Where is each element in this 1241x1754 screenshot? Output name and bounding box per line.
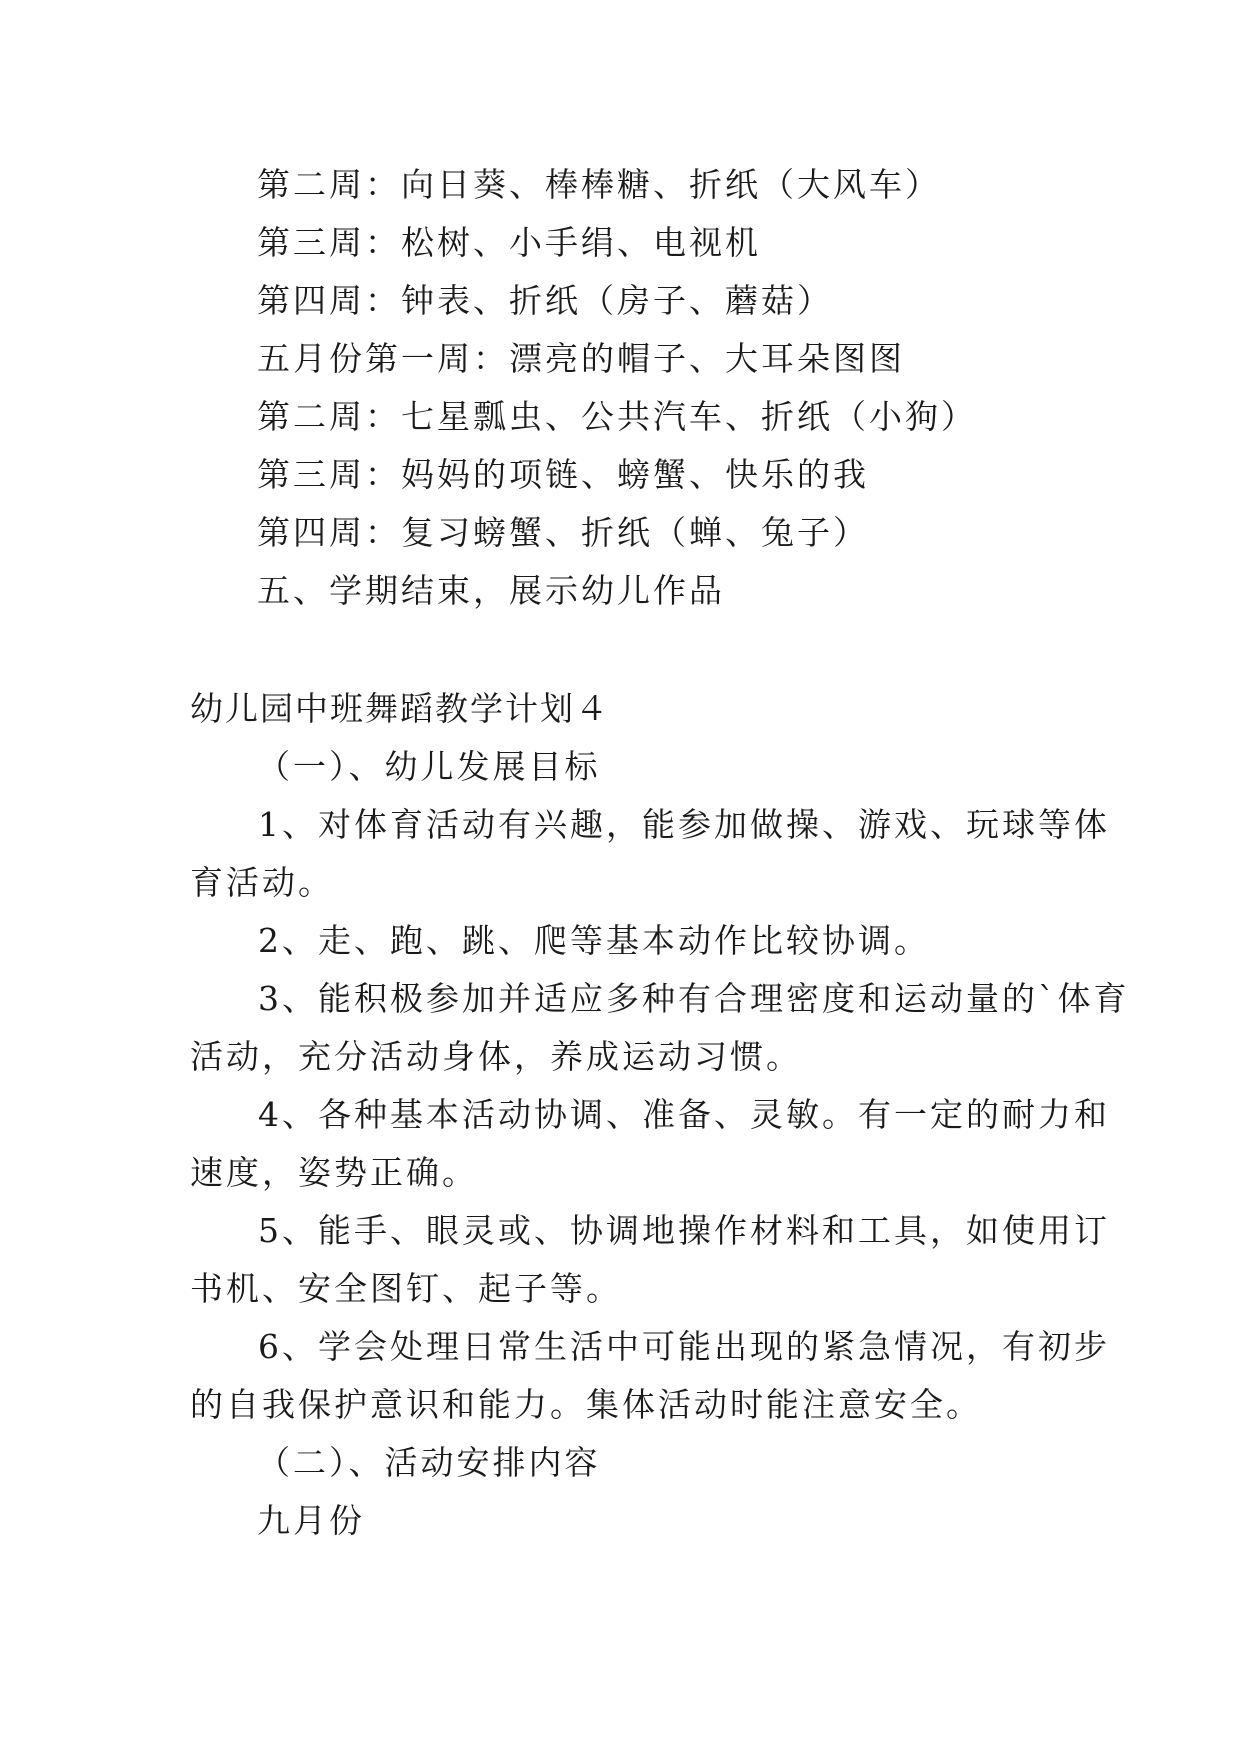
- goal-first-line: 4、各种基本活动协调、准备、灵敏。有一定的耐力和: [258, 1095, 1110, 1134]
- goal-continuation: 育活动。: [190, 863, 334, 902]
- schedule-line: 第四周：钟表、折纸（房子、蘑菇）: [257, 281, 833, 320]
- goal-continuation: 书机、安全图钉、起子等。: [190, 1269, 622, 1308]
- schedule-line: 第二周：七星瓢虫、公共汽车、折纸（小狗）: [257, 397, 977, 436]
- goal-paragraph: [190, 805, 1110, 903]
- goal-first-line: 2、走、跑、跳、爬等基本动作比较协调。: [258, 921, 930, 960]
- schedule-line: 第二周：向日葵、棒棒糖、折纸（大风车）: [257, 165, 941, 204]
- schedule-line: 五、学期结束，展示幼儿作品: [257, 571, 725, 610]
- schedule-line: 第三周：松树、小手绢、电视机: [257, 223, 761, 262]
- subheading-goals: （一）、幼儿发展目标: [257, 747, 601, 786]
- schedule-line: 第四周：复习螃蟹、折纸（蝉、兔子）: [257, 513, 869, 552]
- subheading-activities: （二）、活动安排内容: [257, 1443, 601, 1482]
- goal-continuation: 活动，充分活动身体，养成运动习惯。: [190, 1037, 802, 1076]
- goal-first-line: 6、学会处理日常生活中可能出现的紧急情况，有初步: [258, 1327, 1110, 1366]
- goal-paragraph: [190, 1095, 1110, 1193]
- schedule-line: 第三周：妈妈的项链、螃蟹、快乐的我: [257, 455, 869, 494]
- goal-continuation: 速度，姿势正确。: [190, 1153, 478, 1192]
- goal-paragraph: [190, 1211, 1110, 1309]
- goal-paragraph: [190, 1327, 1110, 1425]
- goal-paragraph: [190, 921, 1050, 961]
- goal-continuation: 的自我保护意识和能力。集体活动时能注意安全。: [190, 1385, 982, 1424]
- month-label: 九月份: [257, 1501, 365, 1540]
- schedule-line: 五月份第一周：漂亮的帽子、大耳朵图图: [257, 339, 905, 378]
- goal-first-line: 3、能积极参加并适应多种有合理密度和运动量的`体育: [258, 979, 1130, 1018]
- goal-first-line: 1、对体育活动有兴趣，能参加做操、游戏、玩球等体: [258, 805, 1110, 844]
- goal-first-line: 5、能手、眼灵或、协调地操作材料和工具，如使用订: [258, 1211, 1110, 1250]
- section-title: 幼儿园中班舞蹈教学计划４: [190, 689, 610, 728]
- goal-paragraph: [190, 979, 1130, 1077]
